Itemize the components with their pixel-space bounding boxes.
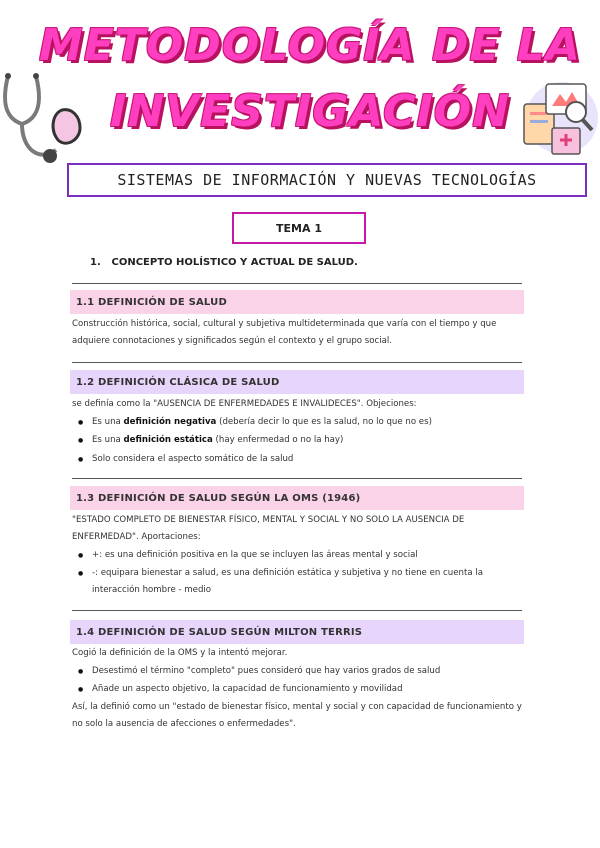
divider	[72, 610, 522, 611]
section-heading-text: 1.3 DEFINICIÓN DE SALUD SEGÚN LA OMS (1946)	[76, 492, 361, 504]
section-intro: se definía como la "AUSENCIA DE ENFERMEDADES E INVALIDECES". Objeciones:	[72, 399, 417, 409]
document-title-line2: INVESTIGACIÓN	[109, 86, 511, 137]
concept-text: CONCEPTO HOLÍSTICO Y ACTUAL DE SALUD.	[111, 257, 358, 268]
section-heading-1-1	[70, 290, 524, 314]
list-item: ● Desestimó el término "completo" pues consideró que hay varios grados de salud	[92, 663, 532, 680]
subtitle: SISTEMAS DE INFORMACIÓN Y NUEVAS TECNOLOGÍAS	[117, 171, 537, 189]
section-intro: Cogió la definición de la OMS y la intentó mejorar.	[72, 648, 288, 658]
section-heading-text: 1.4 DEFINICIÓN DE SALUD SEGÚN MILTON TERRIS	[76, 626, 363, 638]
divider	[72, 478, 522, 479]
divider	[72, 362, 522, 363]
concept-heading	[90, 257, 358, 268]
section-heading-text: 1.2 DEFINICIÓN CLÁSICA DE SALUD	[76, 376, 280, 388]
section-intro: "ESTADO COMPLETO DE BIENESTAR FÍSICO, MENTAL Y SOCIAL Y NO SOLO LA AUSENCIA DE ENFERMEDAD". Aportaciones:	[72, 515, 465, 542]
section-heading-1-2	[70, 370, 524, 394]
list-item: ● +: es una definición positiva en la que se incluyen las áreas mental y social	[92, 547, 532, 564]
list-item: ● Solo considera el aspecto somático de la salud	[92, 451, 532, 468]
list-item: ● Es una definición negativa (debería decir lo que es la salud, no lo que no es)	[92, 414, 532, 431]
subtitle-box	[67, 163, 587, 197]
concept-number: 1.	[90, 257, 101, 268]
tema-label: TEMA 1	[276, 221, 322, 235]
tema-box	[232, 212, 366, 244]
section-heading-1-4	[70, 620, 524, 644]
list-item: ● -: equipara bienestar a salud, es una definición estática y subjetiva y no tiene en cuenta la interacción hombre - medio	[92, 565, 532, 599]
section-heading-1-3	[70, 486, 524, 510]
list-item: ● Añade un aspecto objetivo, la capacidad de funcionamiento y movilidad	[92, 681, 532, 698]
list-item: ● Es una definición estática (hay enfermedad o no la hay)	[92, 432, 532, 449]
section-body: Construcción histórica, social, cultural y subjetiva multideterminada que varía con el tiempo y que adquiere connotaciones y significados según el contexto y el grupo social.	[72, 319, 497, 346]
divider	[72, 283, 522, 284]
document-title-line1: METODOLOGÍA DE LA	[39, 20, 581, 71]
section-outro: Así, la definió como un "estado de bienestar físico, mental y social y con capacidad de funcionamiento y no solo la ausencia de afecciones o enfermedades".	[72, 702, 522, 729]
section-heading-text: 1.1 DEFINICIÓN DE SALUD	[76, 296, 227, 308]
